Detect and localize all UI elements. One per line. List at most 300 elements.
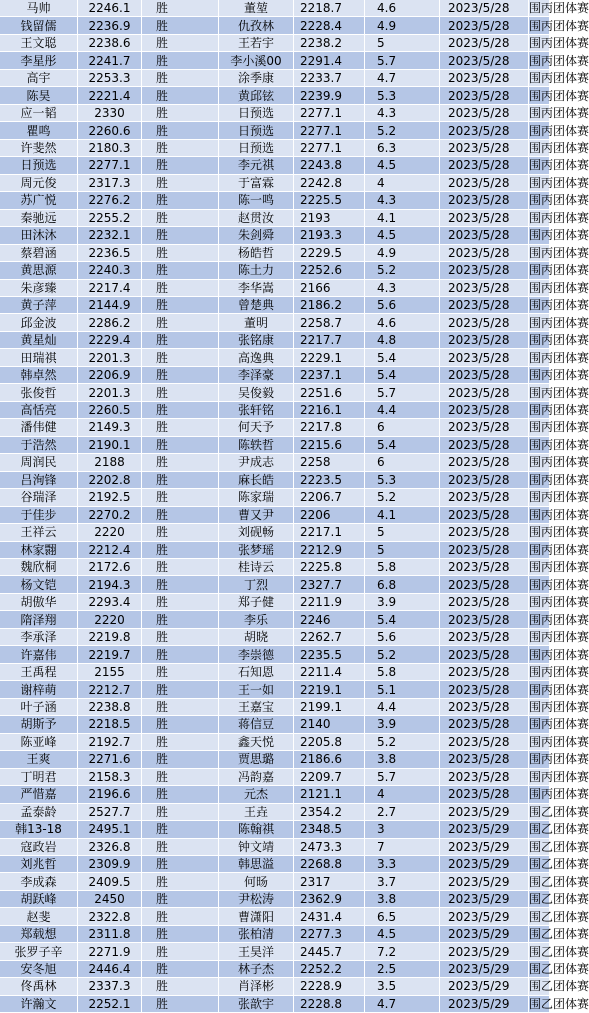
result-cell: 胜 [142, 366, 219, 383]
player-rating-cell: 2229.4 [78, 331, 142, 348]
event-name-cell: 围丙团体赛 [529, 717, 589, 732]
player-name-cell: 韩13-18 [0, 821, 78, 838]
match-date-cell: 2023/5/28 [440, 139, 529, 156]
opponent-rating-cell: 2217.7 [294, 331, 365, 348]
event-name-cell: 围丙团体赛 [529, 123, 589, 138]
score-cell: 4.5 [365, 227, 440, 244]
score-cell: 2.7 [365, 803, 440, 820]
table-row [0, 0, 550, 17]
opponent-rating-cell: 2327.7 [294, 576, 365, 593]
opponent-rating-cell: 2277.1 [294, 122, 365, 139]
table-row [0, 786, 550, 803]
event-name-cell: 围乙团体赛 [529, 804, 589, 819]
opponent-name-cell: 石知恩 [219, 663, 294, 680]
result-cell: 胜 [142, 908, 219, 925]
player-rating-cell: 2270.2 [78, 506, 142, 523]
opponent-rating-cell: 2238.2 [294, 34, 365, 51]
opponent-rating-cell: 2229.5 [294, 244, 365, 261]
event-name-cell: 围丙团体赛 [529, 507, 589, 522]
event-name-cell: 围丙团体赛 [529, 140, 589, 155]
score-cell: 3.9 [365, 716, 440, 733]
event-name-cell: 围丙团体赛 [529, 1, 589, 16]
player-rating-cell: 2201.3 [78, 349, 142, 366]
score-cell: 6 [365, 419, 440, 436]
opponent-rating-cell: 2362.9 [294, 890, 365, 907]
opponent-name-cell: 尹成志 [219, 454, 294, 471]
player-name-cell: 许斐然 [0, 139, 78, 156]
player-rating-cell: 2311.8 [78, 925, 142, 942]
table-row [0, 349, 550, 366]
table-row [0, 611, 550, 628]
event-name-cell: 围乙团体赛 [529, 996, 589, 1011]
score-cell: 6.8 [365, 576, 440, 593]
player-rating-cell: 2192.7 [78, 733, 142, 750]
score-cell: 5.2 [365, 733, 440, 750]
match-date-cell: 2023/5/28 [440, 681, 529, 698]
opponent-rating-cell: 2268.8 [294, 855, 365, 872]
match-date-cell: 2023/5/29 [440, 995, 529, 1012]
player-name-cell: 张罗子辛 [0, 943, 78, 960]
player-rating-cell: 2221.4 [78, 87, 142, 104]
player-rating-cell: 2206.9 [78, 366, 142, 383]
event-name-cell: 围乙团体赛 [529, 962, 589, 977]
player-name-cell: 高恬亮 [0, 401, 78, 418]
match-date-cell: 2023/5/28 [440, 366, 529, 383]
opponent-rating-cell: 2228.8 [294, 995, 365, 1012]
opponent-name-cell: 尹松涛 [219, 890, 294, 907]
table-row [0, 489, 550, 506]
player-name-cell: 胡跃峰 [0, 890, 78, 907]
opponent-name-cell: 黄邱铉 [219, 87, 294, 104]
event-name-cell: 围丙团体赛 [529, 368, 589, 383]
player-rating-cell: 2317.3 [78, 174, 142, 191]
result-cell: 胜 [142, 314, 219, 331]
table-row [0, 646, 550, 663]
opponent-name-cell: 麻长皓 [219, 471, 294, 488]
opponent-name-cell: 元杰 [219, 786, 294, 803]
score-cell: 3.7 [365, 873, 440, 890]
player-name-cell: 许瀚文 [0, 995, 78, 1012]
match-date-cell: 2023/5/29 [440, 978, 529, 995]
opponent-rating-cell: 2233.7 [294, 69, 365, 86]
player-rating-cell: 2246.1 [78, 0, 142, 17]
player-rating-cell: 2252.1 [78, 995, 142, 1012]
opponent-rating-cell: 2348.5 [294, 821, 365, 838]
player-rating-cell: 2276.2 [78, 192, 142, 209]
player-name-cell: 蔡碧涵 [0, 244, 78, 261]
opponent-rating-cell: 2277.1 [294, 139, 365, 156]
opponent-name-cell: 丁烈 [219, 576, 294, 593]
result-cell: 胜 [142, 855, 219, 872]
opponent-rating-cell: 2237.1 [294, 366, 365, 383]
player-rating-cell: 2202.8 [78, 471, 142, 488]
score-cell: 5.2 [365, 489, 440, 506]
player-rating-cell: 2253.3 [78, 69, 142, 86]
result-cell: 胜 [142, 209, 219, 226]
opponent-name-cell: 鑫天悦 [219, 733, 294, 750]
player-name-cell: 叶子涵 [0, 698, 78, 715]
table-row [0, 908, 550, 925]
opponent-name-cell: 仇孜林 [219, 17, 294, 34]
opponent-rating-cell: 2219.1 [294, 681, 365, 698]
player-rating-cell: 2238.8 [78, 698, 142, 715]
opponent-name-cell: 李小溪00 [219, 52, 294, 69]
player-name-cell: 张俊哲 [0, 384, 78, 401]
table-row [0, 978, 550, 995]
player-rating-cell: 2196.6 [78, 786, 142, 803]
score-cell: 5.2 [365, 646, 440, 663]
event-name-cell: 围丙团体赛 [529, 612, 589, 627]
table-row [0, 262, 550, 279]
player-rating-cell: 2293.4 [78, 593, 142, 610]
score-cell: 5.6 [365, 296, 440, 313]
table-row [0, 925, 550, 942]
event-name-cell: 围丙团体赛 [529, 682, 589, 697]
player-name-cell: 李承泽 [0, 628, 78, 645]
result-cell: 胜 [142, 331, 219, 348]
table-row [0, 768, 550, 785]
table-row [0, 34, 550, 51]
player-rating-cell: 2149.3 [78, 419, 142, 436]
opponent-rating-cell: 2258 [294, 454, 365, 471]
match-date-cell: 2023/5/29 [440, 908, 529, 925]
match-date-cell: 2023/5/28 [440, 69, 529, 86]
event-name-cell: 围乙团体赛 [529, 944, 589, 959]
opponent-name-cell: 陈家瑞 [219, 489, 294, 506]
score-cell: 5 [365, 541, 440, 558]
result-cell: 胜 [142, 454, 219, 471]
table-row [0, 227, 550, 244]
result-cell: 胜 [142, 69, 219, 86]
event-name-cell: 围丙团体赛 [529, 472, 589, 487]
opponent-name-cell: 李泽豪 [219, 366, 294, 383]
opponent-rating-cell: 2193.3 [294, 227, 365, 244]
match-date-cell: 2023/5/28 [440, 646, 529, 663]
match-date-cell: 2023/5/28 [440, 611, 529, 628]
opponent-rating-cell: 2354.2 [294, 803, 365, 820]
result-cell: 胜 [142, 995, 219, 1012]
event-name-cell: 围丙团体赛 [529, 228, 589, 243]
event-name-cell: 围丙团体赛 [529, 437, 589, 452]
match-date-cell: 2023/5/28 [440, 174, 529, 191]
table-row [0, 87, 550, 104]
opponent-rating-cell: 2431.4 [294, 908, 365, 925]
table-row [0, 995, 550, 1012]
player-rating-cell: 2309.9 [78, 855, 142, 872]
table-row [0, 821, 550, 838]
match-date-cell: 2023/5/28 [440, 157, 529, 174]
match-date-cell: 2023/5/28 [440, 331, 529, 348]
opponent-name-cell: 胡晓 [219, 628, 294, 645]
opponent-name-cell: 张轩铭 [219, 401, 294, 418]
player-rating-cell: 2322.8 [78, 908, 142, 925]
result-cell: 胜 [142, 174, 219, 191]
event-name-cell: 围丙团体赛 [529, 298, 589, 313]
player-rating-cell: 2495.1 [78, 821, 142, 838]
match-date-cell: 2023/5/28 [440, 489, 529, 506]
result-cell: 胜 [142, 943, 219, 960]
player-rating-cell: 2180.3 [78, 139, 142, 156]
player-name-cell: 赵斐 [0, 908, 78, 925]
opponent-name-cell: 蒋信豆 [219, 716, 294, 733]
score-cell: 4.1 [365, 506, 440, 523]
player-name-cell: 秦驰远 [0, 209, 78, 226]
table-row [0, 524, 550, 541]
player-rating-cell: 2219.7 [78, 646, 142, 663]
score-cell: 4.4 [365, 698, 440, 715]
table-row [0, 593, 550, 610]
match-date-cell: 2023/5/28 [440, 244, 529, 261]
score-cell: 4.9 [365, 244, 440, 261]
match-date-cell: 2023/5/28 [440, 593, 529, 610]
result-cell: 胜 [142, 681, 219, 698]
match-date-cell: 2023/5/29 [440, 925, 529, 942]
opponent-rating-cell: 2186.6 [294, 751, 365, 768]
table-row [0, 192, 550, 209]
player-name-cell: 丁明君 [0, 768, 78, 785]
result-cell: 胜 [142, 471, 219, 488]
match-date-cell: 2023/5/29 [440, 943, 529, 960]
player-name-cell: 陈昊 [0, 87, 78, 104]
result-cell: 胜 [142, 506, 219, 523]
result-cell: 胜 [142, 821, 219, 838]
score-cell: 6.3 [365, 139, 440, 156]
opponent-name-cell: 贾思璐 [219, 751, 294, 768]
score-cell: 5.4 [365, 436, 440, 453]
player-rating-cell: 2450 [78, 890, 142, 907]
opponent-name-cell: 王若宇 [219, 34, 294, 51]
player-name-cell: 邱金波 [0, 314, 78, 331]
opponent-name-cell: 陈翰祺 [219, 821, 294, 838]
result-cell: 胜 [142, 157, 219, 174]
player-name-cell: 李成森 [0, 873, 78, 890]
opponent-name-cell: 郑子健 [219, 593, 294, 610]
match-date-cell: 2023/5/28 [440, 506, 529, 523]
match-date-cell: 2023/5/28 [440, 716, 529, 733]
table-row [0, 855, 550, 872]
result-cell: 胜 [142, 611, 219, 628]
table-row [0, 541, 550, 558]
table-row [0, 401, 550, 418]
opponent-rating-cell: 2252.2 [294, 960, 365, 977]
player-rating-cell: 2271.6 [78, 751, 142, 768]
player-name-cell: 于浩然 [0, 436, 78, 453]
event-name-cell: 围丙团体赛 [529, 193, 589, 208]
match-date-cell: 2023/5/28 [440, 471, 529, 488]
table-row [0, 454, 550, 471]
event-name-cell: 围丙团体赛 [529, 175, 589, 190]
score-cell: 4.3 [365, 104, 440, 121]
event-name-cell: 围丙团体赛 [529, 245, 589, 260]
match-date-cell: 2023/5/28 [440, 349, 529, 366]
table-row [0, 104, 550, 121]
result-cell: 胜 [142, 192, 219, 209]
opponent-rating-cell: 2239.9 [294, 87, 365, 104]
event-name-cell: 围丙团体赛 [529, 333, 589, 348]
event-name-cell: 围丙团体赛 [529, 88, 589, 103]
table-row [0, 296, 550, 313]
score-cell: 4.7 [365, 995, 440, 1012]
score-cell: 5.6 [365, 628, 440, 645]
opponent-rating-cell: 2186.2 [294, 296, 365, 313]
opponent-rating-cell: 2225.5 [294, 192, 365, 209]
match-date-cell: 2023/5/28 [440, 384, 529, 401]
table-row [0, 838, 550, 855]
player-name-cell: 周润民 [0, 454, 78, 471]
opponent-rating-cell: 2205.8 [294, 733, 365, 750]
table-row [0, 366, 550, 383]
opponent-rating-cell: 2206 [294, 506, 365, 523]
player-name-cell: 李星彤 [0, 52, 78, 69]
match-date-cell: 2023/5/28 [440, 296, 529, 313]
opponent-name-cell: 涂季康 [219, 69, 294, 86]
score-cell: 3.8 [365, 890, 440, 907]
table-row [0, 331, 550, 348]
player-name-cell: 田瑞祺 [0, 349, 78, 366]
score-cell: 5.8 [365, 559, 440, 576]
player-name-cell: 黄星灿 [0, 331, 78, 348]
player-rating-cell: 2155 [78, 663, 142, 680]
score-cell: 3.5 [365, 978, 440, 995]
opponent-name-cell: 冯韵嘉 [219, 768, 294, 785]
event-name-cell: 围丙团体赛 [529, 420, 589, 435]
player-rating-cell: 2240.3 [78, 262, 142, 279]
score-cell: 4.3 [365, 279, 440, 296]
result-cell: 胜 [142, 768, 219, 785]
result-cell: 胜 [142, 576, 219, 593]
player-name-cell: 隋泽翔 [0, 611, 78, 628]
result-cell: 胜 [142, 925, 219, 942]
player-name-cell: 韩卓然 [0, 366, 78, 383]
match-date-cell: 2023/5/28 [440, 262, 529, 279]
opponent-name-cell: 李华嵩 [219, 279, 294, 296]
player-rating-cell: 2219.8 [78, 628, 142, 645]
opponent-name-cell: 何旸 [219, 873, 294, 890]
table-row [0, 139, 550, 156]
player-rating-cell: 2212.4 [78, 541, 142, 558]
opponent-name-cell: 高逸典 [219, 349, 294, 366]
event-name-cell: 围丙团体赛 [529, 630, 589, 645]
player-rating-cell: 2527.7 [78, 803, 142, 820]
score-cell: 5.1 [365, 681, 440, 698]
table-row [0, 419, 550, 436]
opponent-name-cell: 肖泽彬 [219, 978, 294, 995]
match-date-cell: 2023/5/28 [440, 87, 529, 104]
opponent-rating-cell: 2251.6 [294, 384, 365, 401]
table-row [0, 436, 550, 453]
event-name-cell: 围丙团体赛 [529, 577, 589, 592]
player-rating-cell: 2220 [78, 524, 142, 541]
player-rating-cell: 2409.5 [78, 873, 142, 890]
event-name-cell: 围乙团体赛 [529, 927, 589, 942]
player-rating-cell: 2260.6 [78, 122, 142, 139]
player-name-cell: 王文聪 [0, 34, 78, 51]
result-cell: 胜 [142, 87, 219, 104]
opponent-rating-cell: 2212.9 [294, 541, 365, 558]
score-cell: 5.7 [365, 384, 440, 401]
opponent-name-cell: 王昊洋 [219, 943, 294, 960]
result-cell: 胜 [142, 489, 219, 506]
player-rating-cell: 2286.2 [78, 314, 142, 331]
player-name-cell: 田沐沐 [0, 227, 78, 244]
event-name-cell: 围乙团体赛 [529, 874, 589, 889]
player-name-cell: 朱彦臻 [0, 279, 78, 296]
match-date-cell: 2023/5/28 [440, 401, 529, 418]
score-cell: 6.5 [365, 908, 440, 925]
event-name-cell: 围乙团体赛 [529, 979, 589, 994]
player-name-cell: 黄子萍 [0, 296, 78, 313]
score-cell: 4.3 [365, 192, 440, 209]
score-cell: 5.4 [365, 349, 440, 366]
result-cell: 胜 [142, 628, 219, 645]
event-name-cell: 围丙团体赛 [529, 280, 589, 295]
score-cell: 4.8 [365, 331, 440, 348]
player-rating-cell: 2446.4 [78, 960, 142, 977]
event-name-cell: 围丙团体赛 [529, 699, 589, 714]
player-name-cell: 林家翾 [0, 541, 78, 558]
opponent-name-cell: 李元祺 [219, 157, 294, 174]
opponent-name-cell: 吴俊毅 [219, 384, 294, 401]
match-date-cell: 2023/5/28 [440, 524, 529, 541]
table-row [0, 52, 550, 69]
match-date-cell: 2023/5/28 [440, 52, 529, 69]
table-row [0, 663, 550, 680]
event-name-cell: 围丙团体赛 [529, 315, 589, 330]
match-date-cell: 2023/5/28 [440, 454, 529, 471]
player-name-cell: 苏广悦 [0, 192, 78, 209]
match-date-cell: 2023/5/28 [440, 733, 529, 750]
opponent-name-cell: 桂诗云 [219, 559, 294, 576]
table-row [0, 314, 550, 331]
opponent-rating-cell: 2121.1 [294, 786, 365, 803]
event-name-cell: 围乙团体赛 [529, 822, 589, 837]
opponent-rating-cell: 2262.7 [294, 628, 365, 645]
opponent-rating-cell: 2473.3 [294, 838, 365, 855]
player-name-cell: 谷瑞泽 [0, 489, 78, 506]
player-rating-cell: 2144.9 [78, 296, 142, 313]
player-name-cell: 严惜嘉 [0, 786, 78, 803]
result-cell: 胜 [142, 296, 219, 313]
event-name-cell: 围丙团体赛 [529, 734, 589, 749]
event-name-cell: 围丙团体赛 [529, 542, 589, 557]
player-name-cell: 吕洵锋 [0, 471, 78, 488]
score-cell: 4.4 [365, 401, 440, 418]
opponent-name-cell: 日预选 [219, 122, 294, 139]
result-cell: 胜 [142, 541, 219, 558]
event-name-cell: 围丙团体赛 [529, 158, 589, 173]
event-name-cell: 围丙团体赛 [529, 53, 589, 68]
opponent-rating-cell: 2223.5 [294, 471, 365, 488]
player-rating-cell: 2220 [78, 611, 142, 628]
opponent-name-cell: 董明 [219, 314, 294, 331]
opponent-name-cell: 张铭康 [219, 331, 294, 348]
player-name-cell: 魏欣桐 [0, 559, 78, 576]
table-row [0, 471, 550, 488]
event-name-cell: 围丙团体赛 [529, 490, 589, 505]
opponent-name-cell: 曹潇阳 [219, 908, 294, 925]
opponent-rating-cell: 2193 [294, 209, 365, 226]
player-rating-cell: 2241.7 [78, 52, 142, 69]
player-name-cell: 胡傲华 [0, 593, 78, 610]
opponent-rating-cell: 2209.7 [294, 768, 365, 785]
table-row [0, 157, 550, 174]
result-cell: 胜 [142, 559, 219, 576]
player-name-cell: 刘兆哲 [0, 855, 78, 872]
event-name-cell: 围丙团体赛 [529, 403, 589, 418]
event-name-cell: 围丙团体赛 [529, 647, 589, 662]
match-date-cell: 2023/5/28 [440, 663, 529, 680]
opponent-name-cell: 张梦瑶 [219, 541, 294, 558]
